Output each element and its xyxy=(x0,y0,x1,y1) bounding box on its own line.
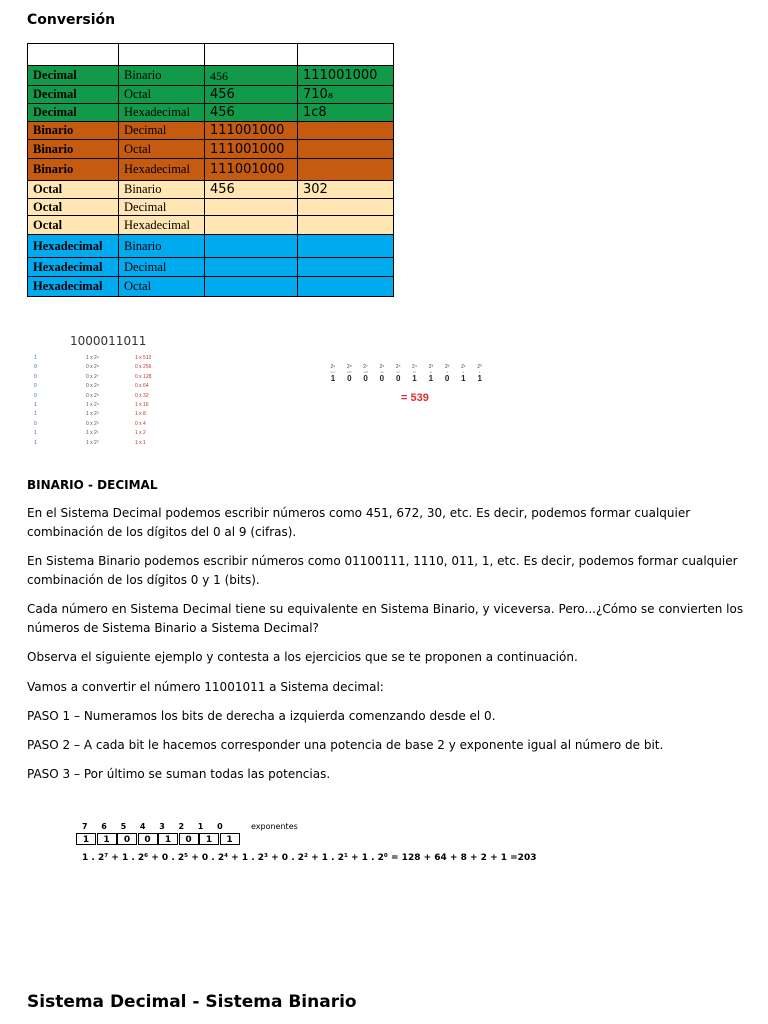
source-base-cell: Decimal xyxy=(28,86,119,104)
power-value: 16 xyxy=(412,370,417,374)
expansion-row xyxy=(30,421,180,430)
paragraph: En el Sistema Decimal podemos escribir números como 451, 672, 30, etc. Es decir, podemos formar cualquier combinación de los dígitos del 0 al 9 (cifras). xyxy=(27,506,691,539)
result-value-cell: 710₈ xyxy=(298,86,394,104)
expansion-row xyxy=(30,411,180,420)
bit-digit: 1 xyxy=(34,439,37,446)
power-column xyxy=(342,364,356,383)
exponent-number: 1 xyxy=(197,822,204,831)
paragraph: En Sistema Binario podemos escribir números como 01100111, 1110, 011, 1, etc. Es decir, podemos formar cualquier combinación de los dígitos 0 y 1 (bits). xyxy=(27,554,738,587)
power-label: 2⁹ xyxy=(330,364,336,370)
table-row xyxy=(28,216,394,235)
power-value: 0 x 64 xyxy=(135,383,149,390)
power-label: 2⁰ xyxy=(477,364,483,370)
expansion-row xyxy=(30,383,180,392)
source-base-cell: Octal xyxy=(28,181,119,199)
target-base-cell: Decimal xyxy=(119,199,205,216)
power-value: 1 x 8 xyxy=(135,411,146,418)
result-value-cell xyxy=(298,277,394,297)
target-base-cell: Hexadecimal xyxy=(119,159,205,181)
conversion-formula: 1 . 2⁷ + 1 . 2⁶ + 0 . 2⁵ + 0 . 2⁴ + 1 . 2³ + 0 . 2² + 1 . 2¹ + 1 . 2⁰ = 128 + 64 + 8 + 2 + 1 =203 xyxy=(82,853,537,863)
target-base-cell: Hexadecimal xyxy=(119,104,205,122)
power-label: 2² xyxy=(444,364,450,370)
step-3: PASO 3 – Por último se suman todas las potencias. xyxy=(27,767,331,781)
power-label: 2⁶ xyxy=(379,364,385,370)
power-column xyxy=(440,364,454,383)
power-value: 256 xyxy=(346,370,352,374)
source-base-cell: Decimal xyxy=(28,66,119,86)
expansion-row xyxy=(30,440,180,449)
table-row xyxy=(28,235,394,258)
power-column xyxy=(326,364,340,383)
result-value-cell: 302 xyxy=(298,181,394,199)
power-term: 0 x 2⁷ xyxy=(86,373,99,380)
power-term: 0 x 2⁵ xyxy=(86,392,99,399)
table-row xyxy=(28,140,394,159)
exponent-number: 3 xyxy=(159,822,165,831)
power-value: 8 xyxy=(429,370,432,374)
bit-digit: 1 xyxy=(428,374,434,383)
bit-digit: 0 xyxy=(444,374,450,383)
source-base-cell: Hexadecimal xyxy=(28,277,119,297)
bit-digit: 0 xyxy=(34,364,37,371)
power-term: 1 x 2⁰ xyxy=(86,439,99,446)
target-base-cell: Binario xyxy=(119,235,205,258)
paragraph: Observa el siguiente ejemplo y contesta a los ejercicios que se te proponen a continuación. xyxy=(27,650,578,664)
power-value: 2 xyxy=(462,370,465,374)
binary-expansion-image xyxy=(30,334,180,450)
target-base-cell: Octal xyxy=(119,277,205,297)
source-base-cell: Octal xyxy=(28,216,119,235)
power-column xyxy=(359,364,373,383)
bit-box: 0 xyxy=(138,833,158,845)
table-row xyxy=(28,181,394,199)
input-value-cell: 111001000 xyxy=(205,140,298,159)
bit-digit: 1 xyxy=(34,411,37,418)
bit-box: 1 xyxy=(76,833,96,845)
bit-digit: 1 xyxy=(477,374,482,383)
input-value-cell: 456 xyxy=(205,86,298,104)
bit-box: 1 xyxy=(97,833,117,845)
bit-box: 1 xyxy=(220,833,240,845)
input-value-cell: 111001000 xyxy=(205,122,298,140)
exponent-number: 7 xyxy=(82,822,88,831)
result-value-cell xyxy=(298,216,394,235)
power-term: 1 x 2¹ xyxy=(86,430,99,437)
power-label: 2⁵ xyxy=(395,364,401,370)
table-header-cell xyxy=(119,44,205,66)
bit-digit: 1 xyxy=(412,374,417,383)
expansion-row xyxy=(30,430,180,439)
input-value-cell xyxy=(205,199,298,216)
input-value-cell xyxy=(205,277,298,297)
power-value: 1 x 2 xyxy=(135,430,146,437)
exponent-number: 4 xyxy=(139,822,146,831)
page-title: Conversión xyxy=(27,12,116,28)
power-value: 0 x 4 xyxy=(135,420,146,427)
power-term: 1 x 2³ xyxy=(86,411,99,418)
bottom-heading: Sistema Decimal - Sistema Binario xyxy=(27,992,357,1012)
result-value-cell: 111001000 xyxy=(298,66,394,86)
power-value: 64 xyxy=(380,370,384,374)
power-value: 4 xyxy=(446,370,448,374)
target-base-cell: Hexadecimal xyxy=(119,216,205,235)
power-value: 0 x 256 xyxy=(135,364,152,371)
source-base-cell: Binario xyxy=(28,140,119,159)
source-base-cell: Hexadecimal xyxy=(28,235,119,258)
power-term: 0 x 2² xyxy=(86,420,99,427)
table-row xyxy=(28,159,394,181)
bit-digit: 0 xyxy=(395,374,401,383)
bit-box: 0 xyxy=(117,833,137,845)
power-term: 1 x 2⁹ xyxy=(86,355,99,361)
step-2: PASO 2 – A cada bit le hacemos corresponder una potencia de base 2 y exponente igual al número de bit. xyxy=(27,738,664,752)
bit-digit: 0 xyxy=(34,392,37,399)
bit-digit: 1 xyxy=(34,355,37,361)
power-label: 2³ xyxy=(428,364,434,370)
source-base-cell: Binario xyxy=(28,159,119,181)
expansion-row xyxy=(30,402,180,411)
expansion-row xyxy=(30,355,180,364)
result-value-cell: 1c8 xyxy=(298,104,394,122)
power-label: 2¹ xyxy=(461,364,466,370)
power-term: 0 x 2⁸ xyxy=(86,364,99,371)
table-header-cell xyxy=(205,44,298,66)
exponent-number: 5 xyxy=(120,822,127,831)
target-base-cell: Decimal xyxy=(119,258,205,277)
table-header-cell xyxy=(298,44,394,66)
result-value-cell xyxy=(298,258,394,277)
power-value: 0 x 128 xyxy=(135,373,152,380)
source-base-cell: Binario xyxy=(28,122,119,140)
bit-digit: 0 xyxy=(347,374,352,383)
table-row xyxy=(28,104,394,122)
target-base-cell: Octal xyxy=(119,140,205,159)
table-row xyxy=(28,86,394,104)
source-base-cell: Octal xyxy=(28,199,119,216)
conversion-table xyxy=(27,43,394,297)
bit-digit: 1 xyxy=(461,374,466,383)
bit-digit: 0 xyxy=(34,373,37,380)
input-value-cell: 456 xyxy=(205,104,298,122)
bit-digit: 1 xyxy=(34,402,37,408)
result-value-cell xyxy=(298,140,394,159)
table-row xyxy=(28,258,394,277)
target-base-cell: Binario xyxy=(119,181,205,199)
result-value-cell xyxy=(298,199,394,216)
section-heading: BINARIO - DECIMAL xyxy=(27,478,158,492)
input-value-cell: 456 xyxy=(205,181,298,199)
paragraph: Vamos a convertir el número 11001011 a Sistema decimal: xyxy=(27,680,384,694)
bit-box: 1 xyxy=(199,833,219,845)
expansion-row xyxy=(30,374,180,383)
power-value: 1 xyxy=(478,370,481,374)
bit-box: 0 xyxy=(179,833,199,845)
power-column xyxy=(408,364,422,383)
power-value: 1 x 1 xyxy=(135,439,146,446)
power-label: 2⁷ xyxy=(363,364,368,370)
powers-of-two-image xyxy=(326,364,486,414)
bit-digit: 0 xyxy=(34,383,37,390)
power-term: 1 x 2⁴ xyxy=(86,402,99,408)
power-value: 1 x 16 xyxy=(135,402,149,408)
power-label: 2⁸ xyxy=(346,364,352,370)
result-value-cell xyxy=(298,235,394,258)
target-base-cell: Binario xyxy=(119,66,205,86)
conversion-result: = 539 xyxy=(401,392,429,404)
source-base-cell: Hexadecimal xyxy=(28,258,119,277)
exponent-number: 6 xyxy=(101,822,107,831)
exponent-number: 0 xyxy=(217,822,223,831)
target-base-cell: Octal xyxy=(119,86,205,104)
power-value: 128 xyxy=(363,370,369,374)
target-base-cell: Decimal xyxy=(119,122,205,140)
power-column xyxy=(391,364,405,383)
table-header-cell xyxy=(28,44,119,66)
exponents-label: exponentes xyxy=(251,822,298,831)
expansion-row xyxy=(30,393,180,402)
exponent-number: 2 xyxy=(178,822,185,831)
power-column xyxy=(424,364,438,383)
expansion-row xyxy=(30,364,180,373)
table-row xyxy=(28,66,394,86)
paragraph: Cada número en Sistema Decimal tiene su equivalente en Sistema Binario, y viceversa. Pero...¿Cómo se convierten los números de Sistema Binario a Sistema Decimal? xyxy=(27,602,744,635)
input-value-cell: 456 xyxy=(205,66,298,86)
power-value: 512 xyxy=(330,370,336,374)
bit-digit: 0 xyxy=(379,374,385,383)
power-value: 1 x 512 xyxy=(135,355,152,361)
bit-digit: 1 xyxy=(34,430,37,437)
example-number: 1000011011 xyxy=(70,334,147,348)
power-label: 2⁴ xyxy=(412,364,417,370)
result-value-cell xyxy=(298,159,394,181)
power-column xyxy=(456,364,470,383)
input-value-cell xyxy=(205,258,298,277)
power-column xyxy=(473,364,487,383)
table-row xyxy=(28,277,394,297)
input-value-cell xyxy=(205,216,298,235)
bit-box: 1 xyxy=(158,833,178,845)
table-row xyxy=(28,122,394,140)
input-value-cell xyxy=(205,235,298,258)
power-value: 0 x 32 xyxy=(135,392,149,399)
bit-digit: 0 xyxy=(363,374,368,383)
bit-digit: 1 xyxy=(330,374,336,383)
power-column xyxy=(375,364,389,383)
result-value-cell xyxy=(298,122,394,140)
binary-to-decimal-diagram xyxy=(76,822,576,868)
input-value-cell: 111001000 xyxy=(205,159,298,181)
power-term: 0 x 2⁶ xyxy=(86,383,99,390)
power-value: 32 xyxy=(396,370,400,374)
table-row xyxy=(28,199,394,216)
step-1: PASO 1 – Numeramos los bits de derecha a izquierda comenzando desde el 0. xyxy=(27,709,496,723)
source-base-cell: Decimal xyxy=(28,104,119,122)
table-header-row xyxy=(28,44,394,66)
bit-digit: 0 xyxy=(34,420,37,427)
